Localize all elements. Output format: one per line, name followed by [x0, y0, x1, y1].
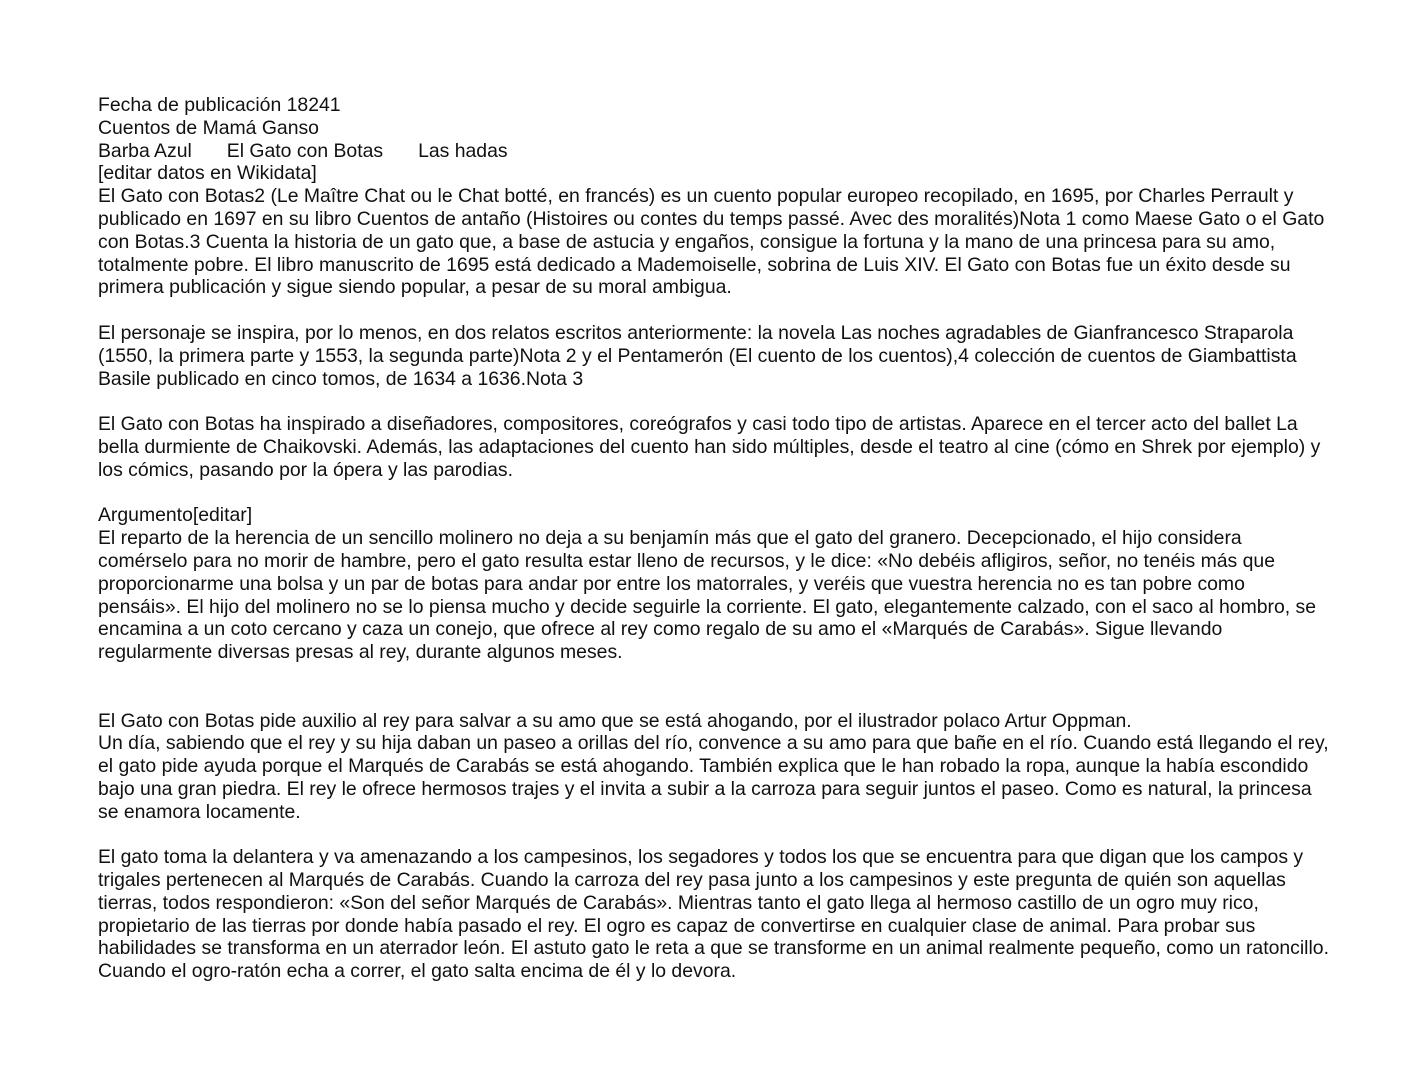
- paragraph-spacer: [98, 299, 1330, 322]
- link-barba-azul[interactable]: Barba Azul: [98, 139, 192, 162]
- related-tales: [98, 140, 1330, 163]
- image-caption: El Gato con Botas pide auxilio al rey para salvar a su amo que se está ahogando, por el ilustrador polaco Artur Oppman.: [98, 709, 1132, 732]
- paragraph-plot-2: Un día, sabiendo que el rey y su hija daban un paseo a orillas del río, convence a su amo para que bañe en el río. Cuando está llegando el rey, el gato pide ayuda porque el Marqués de Carabás se está ahogando. También explica que le han robado la ropa, aunque la había escondido bajo una gran piedra. El rey le ofrece hermosos trajes y el invita a subir a la carroza para seguir juntos el paseo. Como es natural, la princesa se enamora locamente.: [98, 732, 1329, 823]
- document-page: [98, 94, 1330, 983]
- paragraph-plot-3: El gato toma la delantera y va amenazando a los campesinos, los segadores y todos los que se encuentra para que digan que los campos y trigales pertenecen al Marqués de Carabás. Cuando la carroza del rey pasa junto a los campesinos y este pregunta de quién son aquellas tierras, todos respondieron: «Son del señor Marqués de Carabás». Mientras tanto el gato llega al hermoso castillo de un ogro muy rico, propietario de las tierras por donde había pasado el rey. El ogro es capaz de convertirse en cualquier clase de animal. Para probar sus habilidades se transforma en un aterrador león. El astuto gato le reta a que se transforme en un animal realmente pequeño, como un ratoncillo. Cuando el ogro-ratón echa a correr, el gato salta encima de él y lo devora.: [98, 846, 1329, 983]
- edit-wikidata-link[interactable]: [editar datos en Wikidata]: [98, 162, 317, 185]
- link-las-hadas[interactable]: Las hadas: [418, 139, 508, 162]
- publication-date: Fecha de publicación 18241: [98, 94, 341, 116]
- paragraph-spacer: [98, 390, 1330, 413]
- image-spacer: [98, 664, 1330, 710]
- paragraph-plot-1: El reparto de la herencia de un sencillo molinero no deja a su benjamín más que el gato del granero. Decepcionado, el hijo considera comérselo para no morir de hambre, pero el gato resulta estar lleno de recursos, y le dice: «No debéis afligiros, señor, no tenéis más que proporcionarme una bolsa y un par de botas para andar por entre los matorrales, y veréis que vuestra herencia no es tan pobre como pensáis». El hijo del molinero no se lo piensa mucho y decide seguirle la corriente. El gato, elegantemente calzado, con el saco al hombro, se encamina a un coto cercano y caza un conejo, que ofrece al rey como regalo de su amo el «Marqués de Carabás». Sigue llevando regularmente diversas presas al rey, durante algunos meses.: [98, 527, 1317, 664]
- paragraph-origins: El personaje se inspira, por lo menos, en dos relatos escritos anteriormente: la novela Las noches agradables de Gianfrancesco Straparola (1550, la primera parte y 1553, la segunda parte)Nota 2 y el Pentamerón (El cuento de los cuentos),4 colección de cuentos de Giambattista Basile publicado en cinco tomos, de 1634 a 1636.Nota 3: [98, 321, 1297, 390]
- paragraph-spacer: [98, 824, 1330, 847]
- paragraph-intro: El Gato con Botas2 (Le Maître Chat ou le Chat botté, en francés) es un cuento popular europeo recopilado, en 1695, por Charles Perrault y publicado en 1697 en su libro Cuentos de antaño (Histoires ou contes du temps passé. Avec des moralités)Nota 1 como Maese Gato o el Gato con Botas.3 Cuenta la historia de un gato que, a base de astucia y engaños, consigue la fortuna y la mano de una princesa para su amo, totalmente pobre. El libro manuscrito de 1695 está dedicado a Mademoiselle, sobrina de Luis XIV. El Gato con Botas fue un éxito desde su primera publicación y sigue siendo popular, a pesar de su moral ambigua.: [98, 185, 1325, 299]
- link-el-gato-con-botas[interactable]: El Gato con Botas: [226, 139, 384, 162]
- series-title: Cuentos de Mamá Ganso: [98, 116, 319, 139]
- paragraph-spacer: [98, 482, 1330, 505]
- paragraph-influence: El Gato con Botas ha inspirado a diseñadores, compositores, coreógrafos y casi todo tipo de artistas. Aparece en el tercer acto del ballet La bella durmiente de Chaikovski. Además, las adaptaciones del cuento han sido múltiples, desde el teatro al cine (cómo en Shrek por ejemplo) y los cómics, pasando por la ópera y las parodias.: [98, 413, 1321, 481]
- section-heading-argumento: Argumento[editar]: [98, 504, 253, 527]
